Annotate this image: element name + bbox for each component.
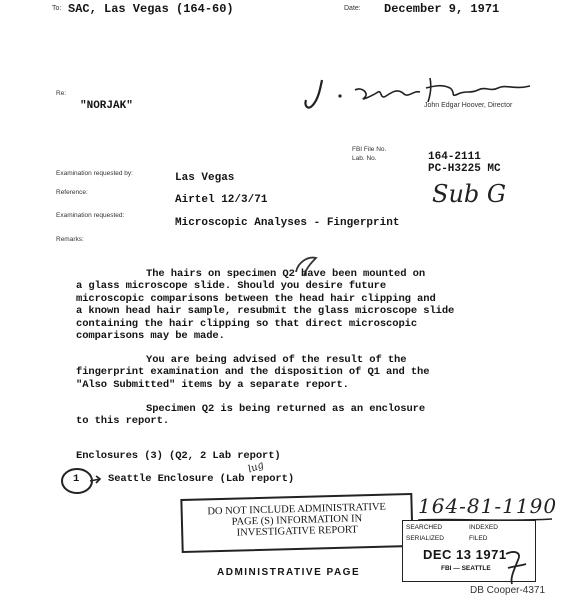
remarks-label: Remarks: <box>56 236 84 243</box>
paragraph-line: a known head hair sample, resubmit the glass microscope slide <box>76 305 455 318</box>
reference-label: Reference: <box>56 189 88 196</box>
reference-value: Airtel 12/3/71 <box>175 194 268 206</box>
director-caption: John Edgar Hoover, Director <box>424 102 513 109</box>
fbi-file-label: FBI File No. <box>352 146 387 153</box>
exam-requested-by-label: Examination requested by: <box>56 170 133 177</box>
seattle-number: 1 <box>73 473 80 485</box>
enclosures-line: Enclosures (3) (Q2, 2 Lab report) <box>76 450 281 462</box>
paragraph-line: "Also Submitted" items by a separate report. <box>76 378 349 391</box>
paragraph-line: microscopic comparisons between the head hair clipping and <box>76 292 436 305</box>
paragraph-line: containing the hair clipping so that direct microscopic <box>76 317 418 330</box>
re-value: "NORJAK" <box>80 100 133 112</box>
paragraph-line: comparisons may be made. <box>76 330 225 343</box>
director-signature <box>300 68 550 118</box>
paragraph-line: Specimen Q2 is being returned as an enclosure <box>146 403 426 415</box>
handwritten-insert: lug <box>246 459 266 476</box>
stamp-searched: SEARCHED <box>406 524 443 531</box>
administrative-page-label: ADMINISTRATIVE PAGE <box>217 567 361 578</box>
stamp-date: DEC 13 1971 <box>423 547 507 562</box>
exam-requested-label: Examination requested: <box>56 212 125 219</box>
re-label: Re: <box>56 90 67 97</box>
body-paragraph-3 <box>76 403 425 428</box>
handwritten-file-number: 164-81-1190 <box>418 494 558 518</box>
paragraph-line: fingerprint examination and the disposition of Q1 and the <box>76 366 430 379</box>
watermark-label: DB Cooper-4371 <box>470 585 546 596</box>
fbi-file-value: 164-2111 <box>428 151 481 163</box>
exam-requested-by-value: Las Vegas <box>175 172 235 184</box>
stamp-indexed: INDEXED <box>469 524 498 531</box>
paragraph-line: a glass microscope slide. Should you desire future <box>76 280 387 293</box>
body-paragraph-2 <box>76 354 429 391</box>
paragraph-line: The hairs on specimen Q2 have been mounted on <box>146 268 426 280</box>
admin-stamp-line: PAGE (S) INFORMATION IN <box>231 513 363 528</box>
paragraph-line: You are being advised of the result of the <box>146 354 407 366</box>
admin-stamp-line: DO NOT INCLUDE ADMINISTRATIVE <box>207 501 387 518</box>
to-value: SAC, Las Vegas (164-60) <box>68 2 234 16</box>
lab-label: Lab. No. <box>352 155 377 162</box>
handwritten-sub-note: Sub G <box>432 180 507 208</box>
date-label: Date: <box>344 5 361 12</box>
admin-stamp-line: INVESTIGATIVE REPORT <box>236 524 358 539</box>
date-value: December 9, 1971 <box>384 2 500 16</box>
stamp-filed: FILED <box>469 535 488 542</box>
handwritten-initials-icon <box>500 548 530 588</box>
circled-number-icon <box>60 466 104 496</box>
seattle-enclosure-line: Seattle Enclosure (Lab report) <box>108 473 295 485</box>
to-label: To: <box>52 5 62 12</box>
stamp-serialized: SERIALIZED <box>406 535 444 542</box>
administrative-stamp <box>180 493 413 553</box>
stamp-office: FBI — SEATTLE <box>441 565 491 572</box>
body-paragraph-1 <box>76 268 454 342</box>
lab-value: PC-H3225 MC <box>428 163 501 175</box>
exam-requested-value: Microscopic Analyses - Fingerprint <box>175 217 400 229</box>
paragraph-line: to this report. <box>76 415 170 428</box>
